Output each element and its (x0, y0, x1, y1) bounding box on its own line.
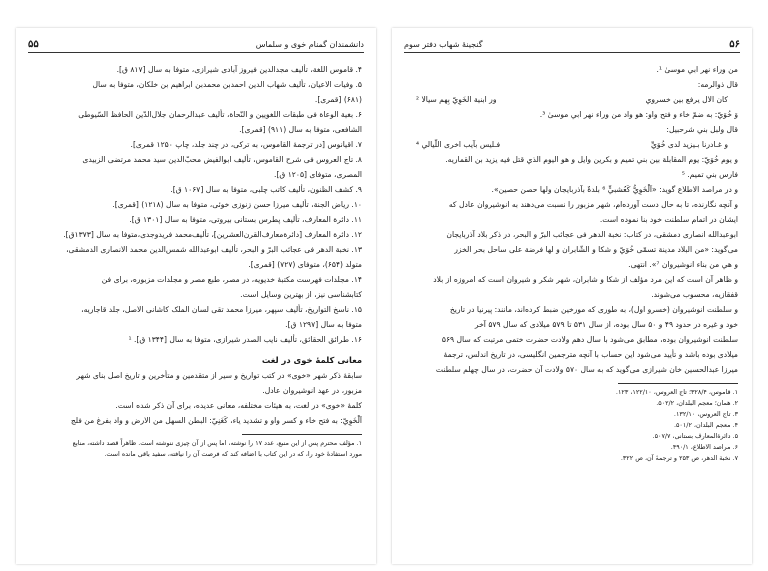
right-page (392, 28, 752, 564)
text-line: ۱۴. مجلدات فهرست مکتبهٔ خدیویه، در مصر، طبع مصر و مجلدات مزبوره، برای فن (101, 275, 362, 284)
running-title: دانشمندان گمنام خوی و سلماس (255, 39, 364, 49)
footnote: ۵. دائرة‌المعارف بستانی، ۵۰۷/۷. (652, 432, 738, 440)
running-header (404, 36, 740, 53)
footnote: ۷. نخبة الدهر، ص ۲۵۳ و ترجمهٔ آن، ص ۳۲۲. (620, 454, 738, 462)
text-line: الشافعی، متوفا به سال (۹۱۱) [قمری]. (239, 125, 362, 134)
text-line: میلادی بوده باشد و تأیید می‌شود این حساب با آنچه مترجمین انگلیسی، در تاریخ اندلس، ترجمهٔ (443, 350, 738, 359)
text-line: وَ خُوَيّ: به ضمّ خاء و فتح واو: هو واد من وراء نهر ابي موسىٰ ³. (539, 110, 738, 119)
text-line: ۷. اقیانوس [در ترجمهٔ القاموس، به ترکی، در چند جلد، چاپ ۱۲۵۰ قمری]. (130, 140, 362, 149)
text-line: ۹. کشف الظنون، تألیف کاتب چلبی، متوفا به سال [۱۰۶۷ ق]. (170, 185, 362, 194)
page-number: ۵۵ (28, 38, 39, 50)
text-line: فارس بني تميم. ⁵ (681, 170, 738, 179)
text-line: ۴. قاموس اللغة، تألیف مجدالدین فیروز آبادی شیرازی، متوفا به سال [۸۱۷ ق]. (116, 65, 362, 74)
running-title: گنجینهٔ شهاب دفتر سوم (404, 39, 483, 49)
section-heading: معانی کلمهٔ خوی در لغت (261, 355, 362, 365)
text-line: میرزا عبدالحسین خان شیرازی می‌گوید که به سال ۵۷۰ ولادت آن حضرت، در سال چهلم سلطنت (435, 365, 738, 374)
footnote-separator (242, 434, 362, 435)
footnote: ۳. تاج العروس، ۱۳۲/۱۰. (673, 410, 738, 418)
footnote: مورد استفادهٔ خود را، که در این کتاب با اضافه کند که فرصت آن را نیافته، سفید باقی مانده است. (104, 450, 362, 458)
text-line: ۱۳. نخبة الدهر فی عجائب البرّ و البحر، تألیف ابوعبدالله شمس‌الدین محمد الانصاری الدمشقی، (66, 245, 362, 254)
verse-hemistich: فـليس بآيب اخرى اللّيالي ⁴ (416, 140, 501, 149)
text-line: ۱۲. دائرة المعارف [دائرة‌معارف‌القرن‌العشرین]، تألیف‌محمد فریدوجدی،متوفا به سال [۱۳۷۳ق]. (63, 230, 362, 239)
verse-hemistich: ور ابنية الخَوِيّ بِهم سيالا ² (416, 95, 497, 104)
text-line: و سلطنت انوشیروان (خسرو اول)، به طوری که مورخین ضبط کرده‌اند، مانند: پیرنیا در تاریخ (449, 305, 738, 314)
text-line: سلطنت انوشیروان بوده، مطابق می‌شود با سال دهم ولادت حضرت ختمی مرتبت که سال ۵۶۹ (441, 335, 738, 344)
running-header (28, 36, 364, 53)
text-line: قال ولبل بني شرحبيل: (666, 125, 738, 134)
verse (406, 92, 738, 107)
footnote: ۱. قاموس، ۳۲۸/۴؛ تاج العروس، ۱۲۲/۱۰، ۱۲۳. (615, 388, 738, 396)
text-line: مزبور، در عهد انوشیروان عادل. (262, 386, 362, 395)
text-line: می‌گوید: «من البلاد مدینة تسمّی خُوَيّ و شکا و الشّابران و لها فرضة علی ساحل بحر الخزر (454, 245, 738, 254)
footnote: ۴. معجم البلدان، ۵۰۱/۲. (673, 421, 738, 429)
page-number: ۵۶ (729, 38, 740, 50)
text-line: ابوعبدالله انصاری دمشقی، در کتاب: نخبة الدهر فی عجائب البرّ و البحر، در ذکر بلاد آذربایجان (446, 230, 738, 239)
text-line: من وراء نهر ابي موسىٰ ¹. (656, 65, 738, 74)
text-line: ایشان در اتمام سلطنت خود بنا نموده است. (599, 215, 738, 224)
text-line: قال ذوالرمه: (697, 80, 738, 89)
verse-hemistich: کان الال يرفع بين خسروي (645, 95, 728, 104)
text-line: و ظاهر آن است که این مرد مؤلف از شکا و شابران، شهر شکر و شیروان است که امروزه از بلاد (433, 275, 738, 284)
footnote: ۱. مؤلف محترم پس از این منبع، عدد ۱۷ را نوشته، اما پس از آن چیزی ننوشته است. ظاهراً قصد داشته، منابع (72, 439, 362, 447)
page-body (406, 62, 738, 464)
text-line: کتابشناسی نیز، از بهترین وسایل است. (240, 290, 362, 299)
verse (406, 137, 738, 152)
text-line: کلمهٔ «خوی» در لغت، به هیئات مختلفه، معانی عدیده، برای آن ذکر شده است. (115, 401, 362, 410)
footnote: ۶. مراصد الاطلاع، ۴۹۰/۱. (670, 443, 738, 451)
text-line: ۱۵. ناسخ التواریخ، تألیف سپهر، میرزا محمد تقی لسان الملک کاشانی الاصل، جلد قاجاریه، (81, 305, 362, 314)
text-line: ۱۶. طرائق الحقائق، تألیف نایب الصدر شیرازی، متوفا به سال [۱۳۴۴ ق]. ¹ (128, 335, 362, 344)
footnote-separator (618, 383, 738, 384)
left-page (16, 28, 376, 564)
text-line: ۶. بغیة الوعاة فی طبقات اللغویین و النّحاة، تألیف عبدالرحمان جلال‌الدّین الحافظ السّیوطی (78, 110, 362, 119)
text-line: و آنچه نگارنده، تا به حال دست آورده‌ام، شهر مزبور را نسبت می‌دهند به انوشیروان عادل که (448, 200, 738, 209)
text-line: ۸. تاج العروس فی شرح القاموس، تألیف ابوالفیض محبّ‌الدین سید محمد مرتضی الزبیدی (82, 155, 362, 164)
text-line: سابقهٔ ذکر شهر «خوی» در کتب تواریخ و سیر از متقدمین و متأخرین و تاریخ اصل بنای شهر (76, 371, 362, 380)
text-line: ۵. وفیات الاعیان، تألیف شهاب الدین احمدبن محمدبن ابراهیم بن خلکان، متوفا به سال (92, 80, 362, 89)
text-line: ۱۰. ریاض الجنة، تألیف میرزا حسن زنوزی خوئی، متوفا به سال (۱۲۱۸) [قمری]. (112, 200, 362, 209)
text-line: و يوم خُوَيّ: يوم المقابلة بين بني تميم و بكرين وايل و هو اليوم الذي قتل فيه يزيد بن القماريه. (445, 155, 738, 164)
verse-hemistich: و غـادرنا بـيزيد لدى خُوَيِّ (650, 140, 728, 149)
text-line: ۱۱. دائرة المعارف، تألیف پطرس بستانی بیروتی، متوفا به سال [۱۳۰۱ ق]. (129, 215, 362, 224)
text-line: و در مراصد الاطلاع گوید: «اَلْخَوِيُّ كَعُشبيٍّ ⁶ بلدةٌ بآذربايجان ولها حصن حصين». (491, 185, 738, 194)
text-line: متوفا به سال [۱۲۹۷ ق]. (285, 320, 362, 329)
text-line: اَلْخَوِيّ: به فتح خاء و کسر واو و تشدید یاء، کَغَنِيّ: البطن السهل من الارض و واد بفرغ من فلج (70, 416, 362, 425)
text-line: خود و غیره در حدود ۴۹ و ۵۰ سال بوده، از سال ۵۳۱ تا ۵۷۹ میلادی که سال ۵۷۹ آخر (474, 320, 738, 329)
page-body (30, 62, 362, 460)
text-line: و هي من بناء انوشیروان ⁷». انتهی. (628, 260, 738, 269)
text-line: المصری، متوفای [۱۲۰۵ ق]. (274, 170, 362, 179)
text-line: قفقازیه، محسوب می‌شوند. (651, 290, 738, 299)
text-line: (۶۸۱) [قمری]. (314, 95, 362, 104)
text-line: متولد (۶۵۴)، متوفای (۷۲۷) [قمری]. (248, 260, 362, 269)
footnote: ۲. همان؛ معجم البلدان، ۵۰۲/۲. (656, 399, 738, 407)
